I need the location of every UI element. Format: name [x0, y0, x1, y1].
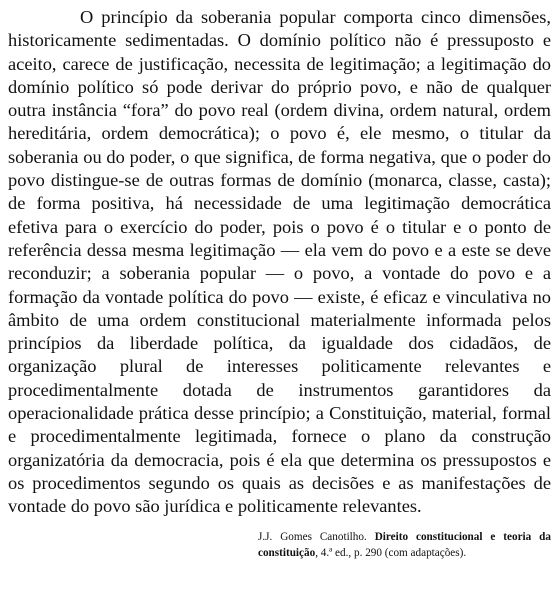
citation-details: , 4.ª ed., p. 290 (com adaptações).	[315, 546, 467, 559]
citation-author: J.J. Gomes Canotilho.	[258, 530, 375, 543]
citation	[258, 529, 551, 561]
document-page	[8, 6, 551, 561]
main-paragraph: O princípio da soberania popular comporta cinco dimensões, historicamente sedimentadas. O domínio político não é pressuposto e aceito, carece de justificação, necessita de legitimação; a legitimação do domínio político só pode derivar do próprio povo, e não de qualquer outra instância “fora” do povo real (ordem divina, ordem natural, ordem hereditária, ordem democrática); o povo é, ele mesmo, o titular da soberania ou do poder, o que significa, de forma negativa, que o poder do povo distingue-se de outras formas de domínio (monarca, classe, casta); de forma positiva, há necessidade de uma legitimação democrática efetiva para o exercício do poder, pois o povo é o titular e o ponto de referência dessa mesma legitimação — ela vem do povo e a este se deve reconduzir; a soberania popular — o povo, a vontade do povo e a formação da vontade política do povo — existe, é eficaz e vinculativa no âmbito de uma ordem constitucional materialmente informada pelos princípios da liberdade política, da igualdade dos cidadãos, de organização plural de interesses politicamente relevantes e procedimentalmente dotada de instrumentos garantidores da operacionalidade prática desse princípio; a Constituição, material, formal e procedimentalmente legitimada, fornece o plano da construção organizatória da democracia, pois é ela que determina os pressupostos e os procedimentos segundo os quais as decisões e as manifestações de vontade do povo são jurídica e politicamente relevantes.	[8, 7, 551, 517]
citation-title: Direito constitucional e teoria da constituição	[258, 530, 551, 559]
